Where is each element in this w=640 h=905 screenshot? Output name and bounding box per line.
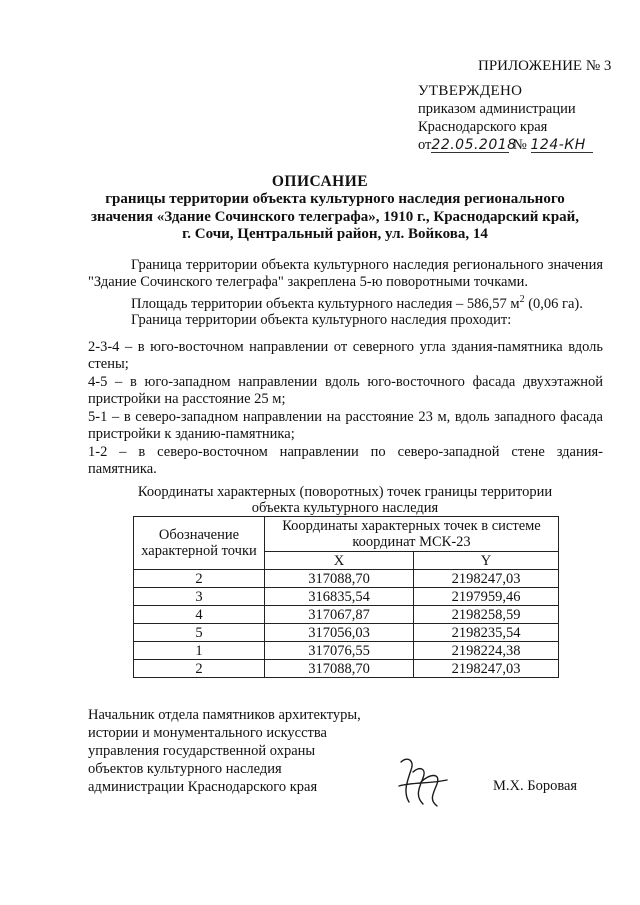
table-row xyxy=(134,624,559,642)
header-x: X xyxy=(265,552,414,570)
cell-y: 2198258,59 xyxy=(414,606,559,624)
description-body xyxy=(88,257,603,329)
table-header-row xyxy=(134,517,559,552)
segment-item: 2-3-4 – в юго-восточном направлении от северного угла здания-памятника вдоль стены; xyxy=(88,339,603,372)
signatory-position xyxy=(88,706,361,796)
table-row xyxy=(134,642,559,660)
order-line-2: Краснодарского края xyxy=(418,119,548,135)
segment-item: 1-2 – в северо-восточном направлении по северо-западной стене здания-памятника. xyxy=(88,444,603,477)
cell-point: 5 xyxy=(134,624,265,642)
subtitle-line: г. Сочи, Центральный район, ул. Войкова, 14 xyxy=(182,226,488,242)
table-caption xyxy=(110,484,580,516)
area-sup: 2 xyxy=(519,294,525,305)
order-from-label: от xyxy=(418,137,432,153)
subtitle-line: значения «Здание Сочинского телеграфа», 1910 г., Краснодарский край, xyxy=(90,208,580,225)
segment-item: 4-5 – в юго-западном направлении вдоль юго-восточного фасада двухэтажной пристройки на расстояние 25 м; xyxy=(88,374,603,407)
cell-x: 317056,03 xyxy=(265,624,414,642)
header-point: Обозначение характерной точки xyxy=(134,517,265,570)
header-coords: Координаты характерных точек в системе координат МСК-23 xyxy=(265,517,559,552)
cell-x: 317088,70 xyxy=(265,570,414,588)
cell-point: 2 xyxy=(134,570,265,588)
caption-line: Координаты характерных (поворотных) точек границы территории xyxy=(137,484,553,500)
cell-point: 1 xyxy=(134,642,265,660)
order-date: 22.05.2018 xyxy=(431,137,517,153)
position-line: истории и монументального искусства xyxy=(88,725,327,741)
paragraph-boundary: Граница территории объекта культурного наследия регионального значения "Здание Сочинского телеграфа" закреплена 5-ю поворотными точками. xyxy=(88,257,603,290)
segment-item: 5-1 – в северо-западном направлении на расстояние 23 м, вдоль западного фасада пристройки к зданию-памятника; xyxy=(88,409,603,442)
order-number: 124-КН xyxy=(531,138,593,153)
segments-list xyxy=(88,339,603,477)
document-subtitle xyxy=(70,191,600,244)
position-line: управления государственной охраны xyxy=(88,743,316,759)
area-tail: (0,06 га). xyxy=(524,295,583,312)
appendix-label: ПРИЛОЖЕНИЕ № 3 xyxy=(478,58,612,74)
table-row xyxy=(134,570,559,588)
paragraph-passes: Граница территории объекта культурного наследия проходит: xyxy=(131,312,512,329)
approved-label: УТВЕРЖДЕНО xyxy=(418,83,523,99)
order-line-3 xyxy=(418,137,593,154)
cell-x: 316835,54 xyxy=(265,588,414,606)
position-line: администрации Краснодарского края xyxy=(88,779,318,795)
order-line-1: приказом администрации xyxy=(418,101,576,117)
table-row xyxy=(134,588,559,606)
header-y: Y xyxy=(414,552,559,570)
cell-y: 2198247,03 xyxy=(414,570,559,588)
coordinates-table xyxy=(133,516,559,678)
paragraph-area xyxy=(88,292,603,312)
cell-y: 2197959,46 xyxy=(414,588,559,606)
cell-point: 4 xyxy=(134,606,265,624)
cell-y: 2198235,54 xyxy=(414,624,559,642)
cell-x: 317067,87 xyxy=(265,606,414,624)
order-no-label: № xyxy=(513,137,527,153)
caption-line: объекта культурного наследия xyxy=(251,500,439,516)
subtitle-line: границы территории объекта культурного наследия регионального xyxy=(105,191,565,207)
signatory-name: М.Х. Боровая xyxy=(493,778,578,794)
cell-point: 3 xyxy=(134,588,265,606)
cell-x: 317076,55 xyxy=(265,642,414,660)
cell-x: 317088,70 xyxy=(265,660,414,678)
position-line: объектов культурного наследия xyxy=(88,761,282,777)
cell-y: 2198224,38 xyxy=(414,642,559,660)
table-body xyxy=(134,570,559,678)
cell-y: 2198247,03 xyxy=(414,660,559,678)
cell-point: 2 xyxy=(134,660,265,678)
handwritten-signature xyxy=(393,752,453,812)
position-line: Начальник отдела памятников архитектуры, xyxy=(88,707,361,723)
document-title: ОПИСАНИЕ xyxy=(271,173,369,190)
table-row xyxy=(134,606,559,624)
table-row xyxy=(134,660,559,678)
area-text: Площадь территории объекта культурного наследия – 586,57 м xyxy=(131,295,520,312)
